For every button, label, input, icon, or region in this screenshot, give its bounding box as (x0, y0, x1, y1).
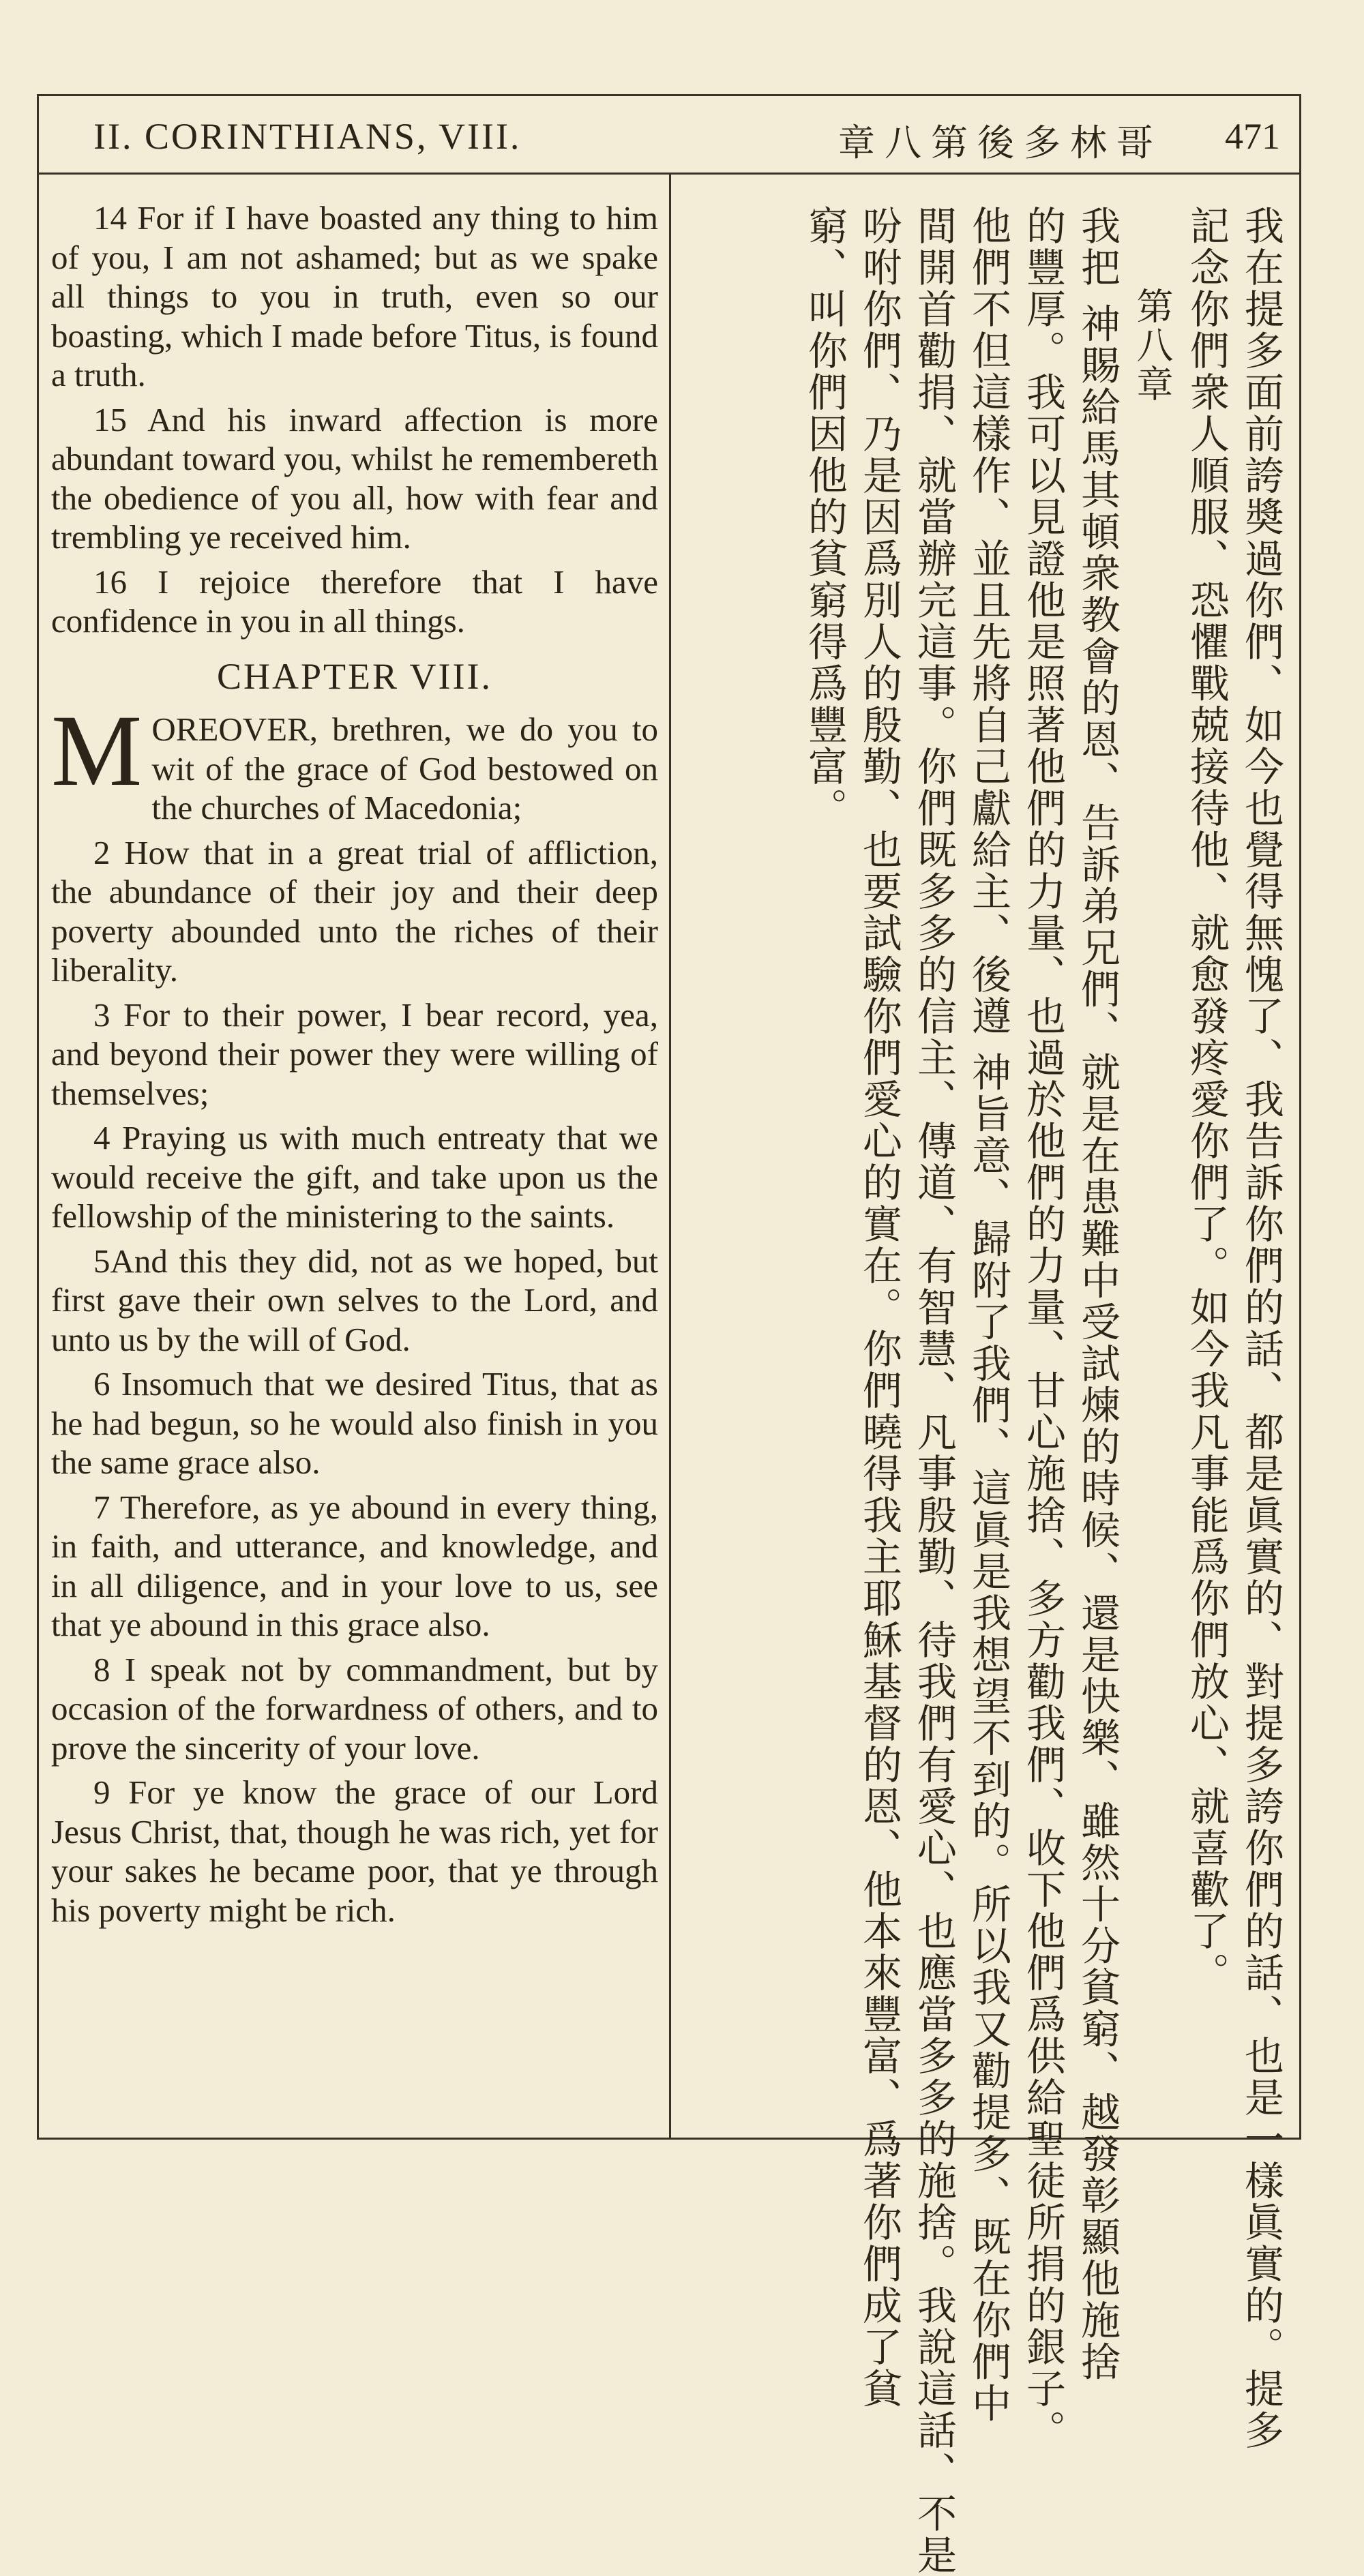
chinese-line-6: 間開首勸捐、就當辦完這事。你們既多多的信主、傳道、有智慧、凡事殷勤、待我們有愛心、也應當多多的施捨。我說這話、不是 (910, 205, 957, 2576)
chinese-line-1: 我在提多面前誇奬過你們、如今也覺得無愧了、我告訴你們的話、都是眞實的、對提多誇你們的話、也是一樣眞實的。提多 (1238, 205, 1284, 2451)
drop-cap: M (51, 694, 143, 807)
verse-15: 15 And his inward affection is more abundant toward you, whilst he remembereth the obedience of you all, how with fear and trembling ye received him. (51, 400, 658, 556)
column-divider (669, 173, 671, 2138)
header-book-title: II. CORINTHIANS, VIII. (93, 116, 522, 157)
verse-14: 14 For if I have boasted any thing to him of you, I am not ashamed; but as we spake all things to you in truth, even so our boasting, which I made before Titus, is found a truth. (51, 199, 658, 393)
chinese-line-7: 吩咐你們、乃是因爲別人的殷勤、也要試驗你們愛心的實在。你們曉得我主耶穌基督的恩、他本來豐富、爲著你們成了貧 (856, 205, 902, 2410)
verse-4: 4 Praying us with much entreaty that we would receive the gift, and take upon us the fellowship of the ministering to the saints. (51, 1119, 658, 1235)
header-chinese-title: 章八第後多林哥 (838, 121, 1163, 164)
verse-5: 5And this they did, not as we hoped, but first gave their own selves to the Lord, and unto us by the will of God. (51, 1242, 658, 1358)
verse-1-text: OREOVER, brethren, we do you to wit of the grace of God bestowed on the churches of Macedonia; (151, 710, 658, 826)
chinese-line-2: 記念你們衆人順服、恐懼戰兢接待他、就愈發疼愛你們了。如今我凡事能爲你們放心、就喜歡了。 (1183, 205, 1230, 1994)
page-frame (37, 94, 1301, 2576)
verse-16: 16 I rejoice therefore that I have confidence in you in all things. (51, 563, 658, 640)
chinese-chapter-heading: 第八章 (1131, 287, 1174, 404)
verse-3: 3 For to their power, I bear record, yea, and beyond their power they were willing of themselves; (51, 995, 658, 1112)
chinese-line-3: 我把 神賜給馬其頓衆教會的恩、告訴弟兄們、就是在患難中受試煉的時候、還是快樂、雖然十分貧窮、越發彰顯他施捨 (1074, 205, 1121, 2383)
page-number: 471 (1225, 116, 1280, 157)
verse-9: 9 For ye know the grace of our Lord Jesus Christ, that, though he was rich, yet for your sakes he became poor, that ye through his poverty might be rich. (51, 1773, 658, 1929)
verse-2: 2 How that in a great trial of affliction, the abundance of their joy and their deep poverty abounded unto the riches of their liberality. (51, 833, 658, 989)
verse-6: 6 Insomuch that we desired Titus, that as he had begun, so he would also finish in you the same grace also. (51, 1365, 658, 1481)
chinese-column (714, 205, 1287, 2576)
chinese-line-5: 他們不但這樣作、並且先將自己獻給主、後遵 神旨意、歸附了我們、這眞是我想望不到的。所以我又勸提多、既在你們中 (965, 205, 1011, 2425)
chinese-line-4: 的豐厚。我可以見證他是照著他們的力量、也過於他們的力量、甘心施捨、多方勸我們、收下他們爲供給聖徒所捐的銀子。 (1020, 205, 1066, 2451)
verse-8: 8 I speak not by commandment, but by occasion of the forwardness of others, and to prove the sincerity of your love. (51, 1650, 658, 1767)
chinese-line-8: 窮、叫你們因他的貧窮得爲豐富。 (801, 205, 848, 829)
running-header (39, 96, 1299, 175)
chapter-heading: CHAPTER VIII. (216, 655, 492, 697)
verse-1 (51, 694, 658, 828)
verse-7: 7 Therefore, as ye abound in every thing, in faith, and utterance, and knowledge, and in all diligence, and in your love to us, see that ye abound in this grace also. (51, 1488, 658, 1643)
english-column (51, 198, 658, 1935)
